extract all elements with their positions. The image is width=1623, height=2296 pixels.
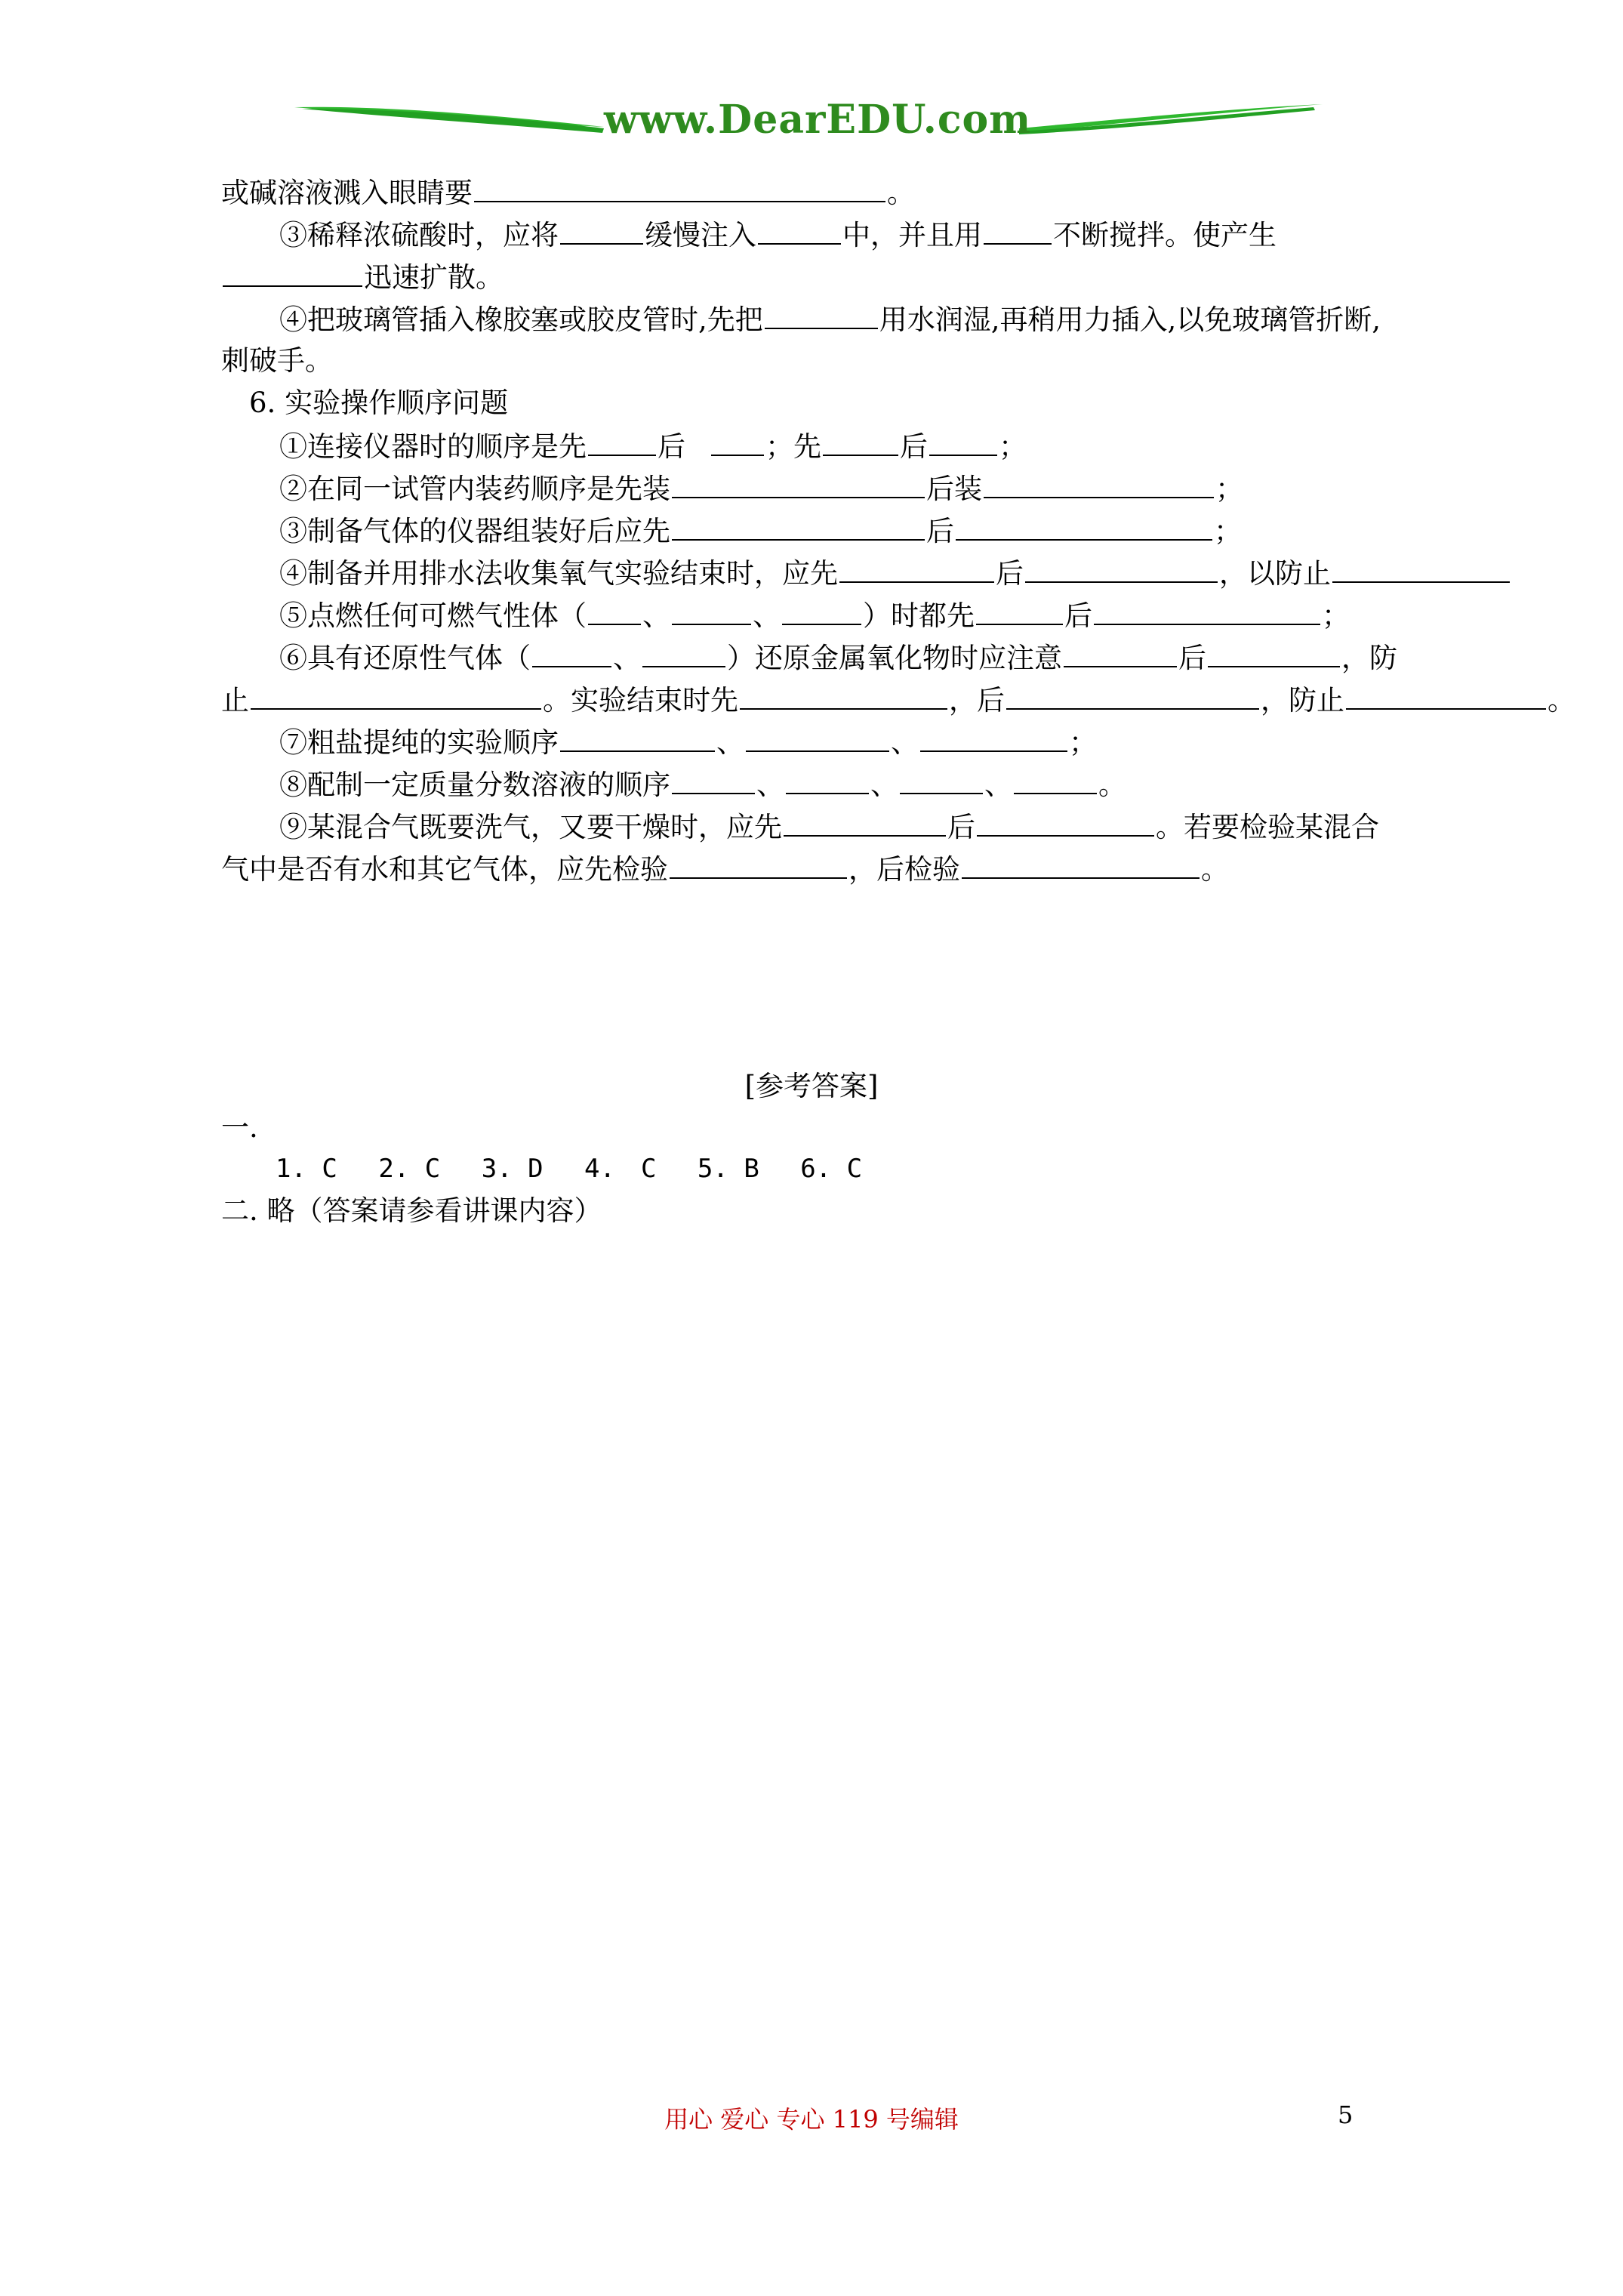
text-line: ⑥具有还原性气体（ 、 ）还原金属氧化物时应注意 后 ，防 <box>279 639 1397 675</box>
text-line: ②在同一试管内装药顺序是先装 后装 ； <box>279 470 1243 506</box>
answer-blank <box>672 470 925 498</box>
text-line: ⑧配制一定质量分数溶液的顺序 、 、 、 。 <box>279 766 1126 802</box>
answer-blank <box>223 258 362 287</box>
page-number: 5 <box>1338 2100 1354 2129</box>
answer-blank <box>560 216 643 245</box>
answers-items: 1. C 2. C 3. D 4. C 5. B 6. C <box>276 1154 863 1184</box>
site-brand: www.DearEDU.com <box>604 97 1032 143</box>
text-line: ①连接仪器时的顺序是先 后 ；先 后 ； <box>279 427 1027 464</box>
text-line: ④把玻璃管插入橡胶塞或胶皮管时,先把 用水润湿,再稍用力插入,以免玻璃管折断, <box>279 300 1381 337</box>
answer-blank <box>929 427 997 456</box>
answer-blank <box>670 850 847 879</box>
section-heading: 6. 实验操作顺序问题 <box>249 387 509 419</box>
answer-blank <box>784 808 946 837</box>
answer-blank <box>1332 554 1510 583</box>
answer-blank <box>672 512 925 541</box>
text-line: 刺破手。 <box>221 344 333 377</box>
answers-section-1: 一. <box>221 1111 258 1144</box>
answer-blank <box>1014 766 1097 794</box>
text-line: ③制备气体的仪器组装好后应先 后 ； <box>279 512 1242 548</box>
answer-blank <box>672 766 755 794</box>
answer-blank <box>672 596 751 625</box>
answer-blank <box>976 596 1063 625</box>
text-line: 气中是否有水和其它气体，应先检验 ，后检验 。 <box>221 850 1229 886</box>
answer-blank <box>984 216 1052 245</box>
answer-blank <box>1025 554 1218 583</box>
answer-blank <box>474 174 885 202</box>
answers-title: [参考答案] <box>744 1070 879 1102</box>
answer-blank <box>977 808 1154 837</box>
answer-blank <box>839 554 994 583</box>
answer-blank <box>746 723 889 752</box>
answer-blank <box>765 300 878 329</box>
header-logo <box>287 91 1344 159</box>
text-line: ④制备并用排水法收集氧气实验结束时，应先 后 ，以防止 <box>279 554 1511 590</box>
answer-blank <box>758 216 841 245</box>
text-line: 迅速扩散。 <box>221 258 504 294</box>
answer-blank <box>1064 639 1177 667</box>
text-line: ⑤点燃任何可燃气性体（ 、 、 ）时都先 后 ； <box>279 596 1350 633</box>
answer-blank <box>588 596 641 625</box>
answer-blank <box>588 427 656 456</box>
answer-blank <box>1346 681 1546 710</box>
text-line: 或碱溶液溅入眼睛要 。 <box>221 174 915 210</box>
answer-blank <box>786 766 869 794</box>
answer-blank <box>823 427 898 456</box>
answer-blank <box>532 639 611 667</box>
text-line: ⑨某混合气既要洗气，又要干燥时，应先 后 。若要检验某混合 <box>279 808 1379 844</box>
answer-blank <box>984 470 1214 498</box>
answer-blank <box>1094 596 1320 625</box>
answer-blank <box>956 512 1212 541</box>
answer-blank <box>740 681 947 710</box>
answer-blank <box>711 427 764 456</box>
text-line: ③稀释浓硫酸时，应将 缓慢注入 中，并且用 不断搅拌。使产生 <box>279 216 1277 252</box>
answer-blank <box>962 850 1200 879</box>
answer-blank <box>920 723 1067 752</box>
answer-blank <box>1006 681 1259 710</box>
text-line: ⑦粗盐提纯的实验顺序 、 、 ； <box>279 723 1097 760</box>
answer-blank <box>251 681 541 710</box>
footer-text: 用心 爱心 专心 119 号编辑 <box>664 2105 959 2134</box>
answers-section-2: 二. 略（答案请参看讲课内容） <box>221 1194 602 1227</box>
answer-blank <box>782 596 861 625</box>
answer-blank <box>560 723 715 752</box>
answer-blank <box>900 766 983 794</box>
text-line: 止 。实验结束时先 ，后 ，防止 。 <box>221 681 1575 717</box>
answer-blank <box>642 639 725 667</box>
answer-blank <box>1208 639 1340 667</box>
